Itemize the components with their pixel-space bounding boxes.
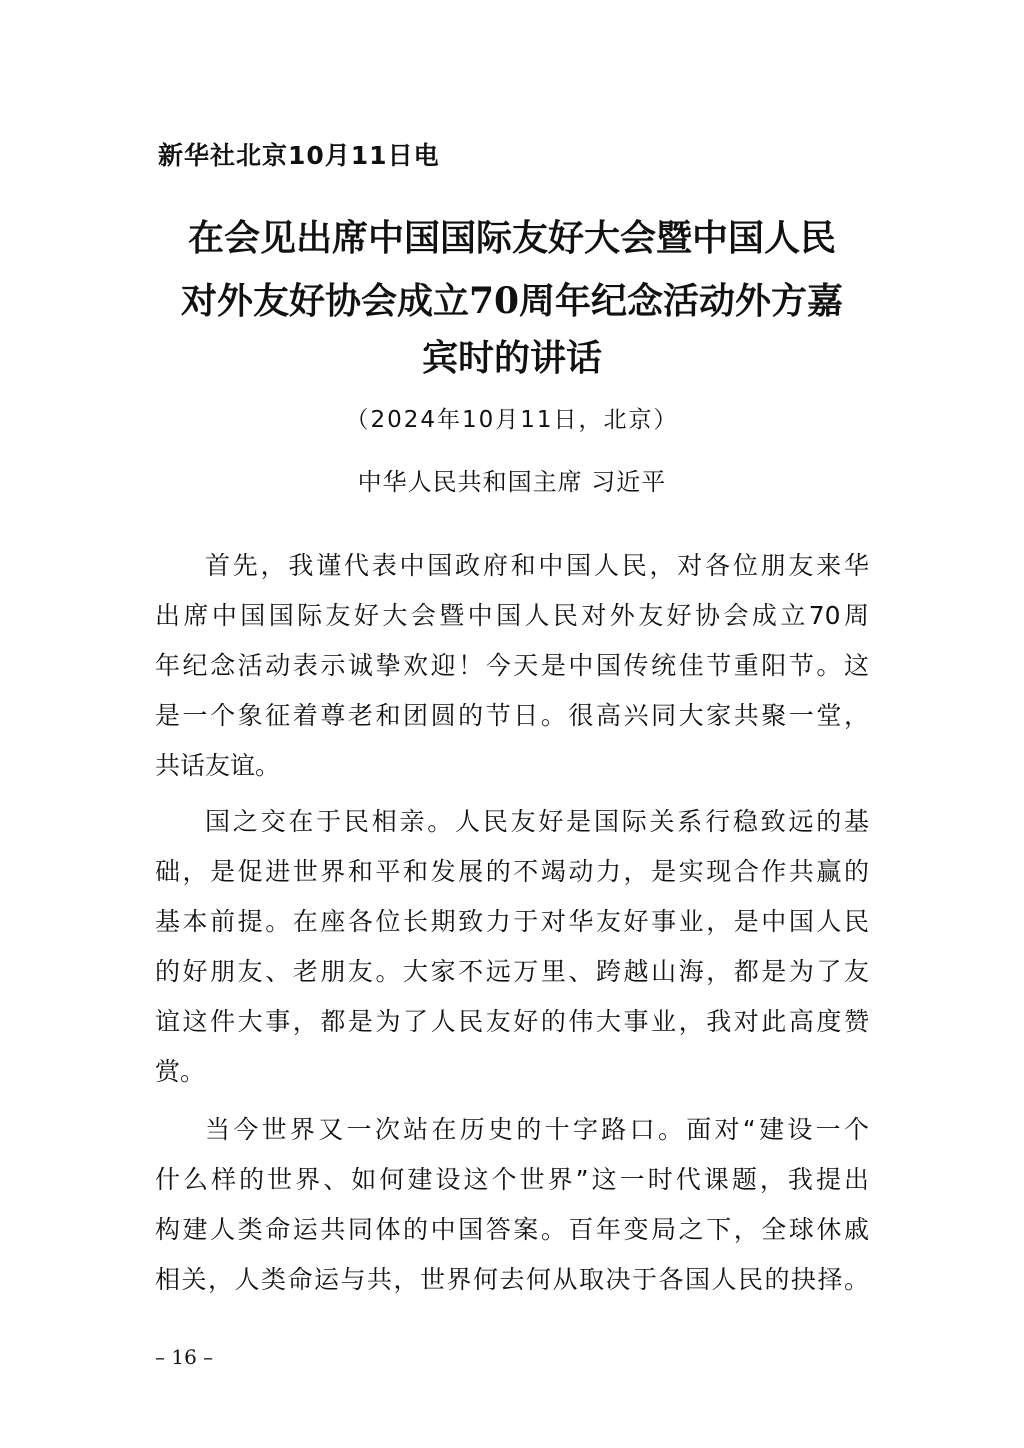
speech-date-location: （2024年10月11日，北京）	[345, 407, 679, 433]
title-line-2: 对外友好协会成立70周年纪念活动外方嘉	[180, 280, 844, 322]
speech-author: 中华人民共和国主席 习近平	[357, 468, 667, 496]
text-line: 当今世界又一次站在历史的十字路口。面对“建设一个	[205, 1115, 869, 1144]
page-number: – 16 –	[155, 1345, 214, 1369]
text-line: 赏。	[155, 1057, 206, 1086]
text-line: 是一个象征着尊老和团圆的节日。很高兴同大家共聚一堂，	[155, 701, 869, 730]
text-line: 年纪念活动表示诚挚欢迎！今天是中国传统佳节重阳节。这	[155, 651, 869, 680]
text-line: 谊这件大事，都是为了人民友好的伟大事业，我对此高度赞	[155, 1007, 869, 1036]
text-line: 什么样的世界、如何建设这个世界”这一时代课题，我提出	[155, 1165, 869, 1194]
news-dateline: 新华社北京10月11日电	[158, 141, 440, 170]
text-line: 共话友谊。	[155, 751, 281, 780]
text-line: 础，是促进世界和平和发展的不竭动力，是实现合作共赢的	[155, 857, 869, 886]
title-line-3: 宾时的讲话	[421, 337, 602, 379]
text-line: 首先，我谨代表中国政府和中国人民，对各位朋友来华	[205, 551, 869, 580]
title-line-1: 在会见出席中国国际友好大会暨中国人民	[187, 217, 836, 259]
text-line: 基本前提。在座各位长期致力于对华友好事业，是中国人民	[155, 907, 869, 936]
text-line: 构建人类命运共同体的中国答案。百年变局之下，全球休戚	[155, 1215, 869, 1244]
text-line: 相关，人类命运与共，世界何去何从取决于各国人民的抉择。	[155, 1265, 869, 1294]
text-line: 出席中国国际友好大会暨中国人民对外友好协会成立70周	[155, 601, 869, 630]
text-line: 国之交在于民相亲。人民友好是国际关系行稳致远的基	[205, 807, 869, 836]
text-line: 的好朋友、老朋友。大家不远万里、跨越山海，都是为了友	[155, 957, 869, 986]
